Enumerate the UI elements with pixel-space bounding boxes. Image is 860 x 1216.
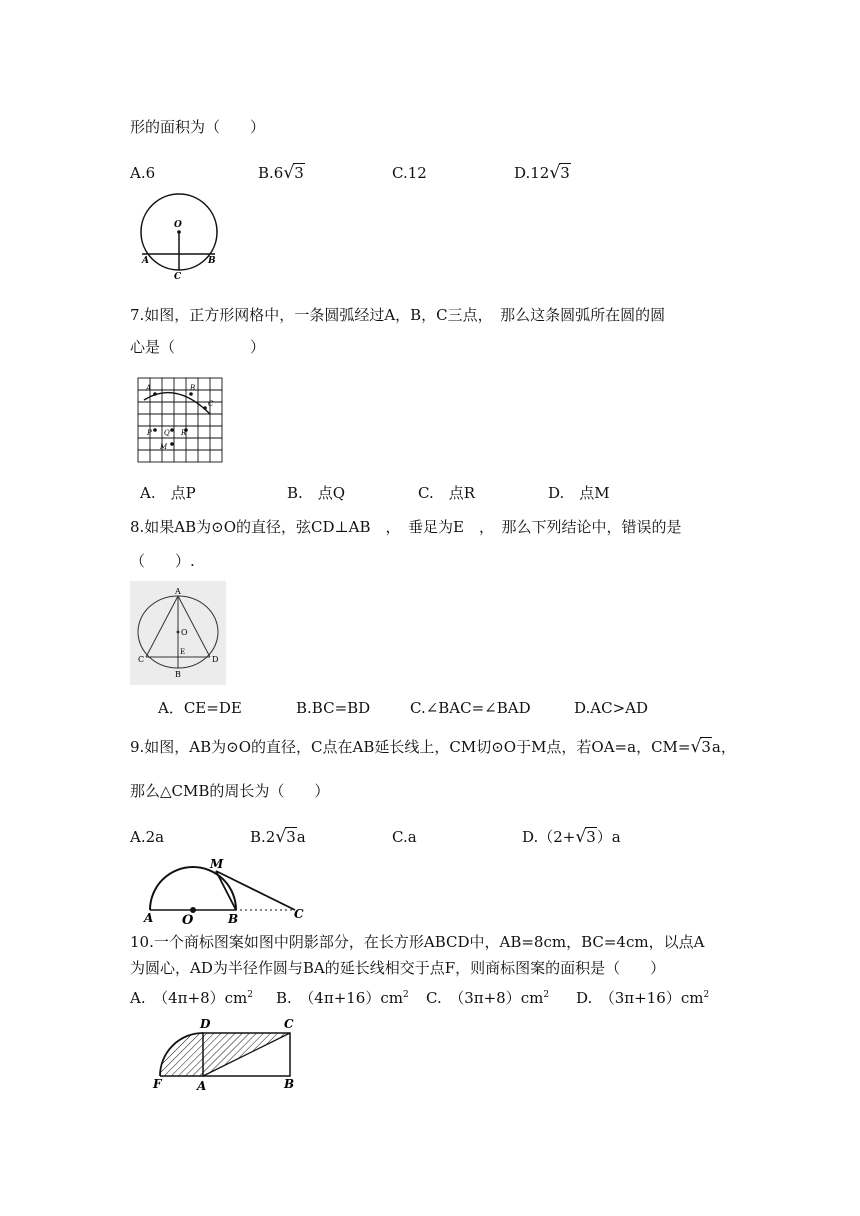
q9-label-a: A: [144, 911, 154, 925]
q10-option-d-exp: 2: [703, 990, 710, 1000]
q6-label-a: A: [142, 256, 149, 266]
q10-option-c[interactable]: [426, 985, 549, 1008]
q9-d-radicand: 3: [586, 828, 596, 846]
q6-option-a[interactable]: A.6: [130, 164, 156, 182]
q9-option-b-prefix: B.2: [250, 828, 276, 846]
q9-option-c[interactable]: C.a: [392, 828, 417, 846]
q6-label-b: B: [208, 256, 216, 266]
q6-option-b[interactable]: [258, 163, 305, 183]
q10-option-a-exp: 2: [247, 990, 253, 1000]
q10-stem-line2: 为圆心，AD为半径作圆与BA的延长线相交于点F，则商标图案的面积是（ ）: [130, 959, 666, 977]
q8-label-d: D: [212, 655, 219, 664]
q10-option-d-text: D. （3π+16）cm: [576, 989, 704, 1007]
q8-label-c: C: [138, 655, 145, 664]
q7-stem-line2: 心是（ ）: [130, 338, 266, 356]
sqrt-symbol: √3: [575, 827, 596, 847]
q7-option-a[interactable]: A. 点P: [140, 484, 196, 502]
q7-label-b: B: [190, 384, 196, 392]
q8-label-o: O: [181, 628, 188, 637]
q8-option-c[interactable]: C.∠BAC=∠BAD: [410, 699, 531, 717]
q10-option-b[interactable]: [276, 985, 409, 1008]
q7-label-m: M: [160, 443, 168, 451]
q9-stem-line2: 那么△CMB的周长为（ ）: [130, 782, 330, 800]
q9-stem-radicand: 3: [701, 738, 711, 756]
q10-option-b-exp: 2: [402, 990, 409, 1000]
q10-trademark-figure: [150, 1012, 310, 1094]
q10-option-d[interactable]: [576, 985, 709, 1008]
q6-label-c: C: [174, 272, 182, 282]
q10-label-d: D: [200, 1017, 211, 1031]
q9-option-b-suffix: a: [296, 828, 306, 846]
q9-label-m: M: [210, 857, 224, 871]
q6-circle-figure: [138, 193, 228, 283]
q10-label-a: A: [197, 1079, 207, 1093]
q8-ellipse-figure: [130, 581, 226, 685]
q10-option-b-text: B. （4π+16）cm: [276, 989, 403, 1007]
q7-option-d[interactable]: D. 点M: [548, 484, 610, 502]
q6-label-o: O: [174, 220, 182, 230]
q6-b-radicand: 3: [294, 164, 304, 182]
q9-stem-line1: [130, 737, 736, 757]
q10-option-a[interactable]: [130, 985, 253, 1008]
q10-label-f: F: [153, 1077, 162, 1091]
q8-label-b: B: [175, 670, 181, 679]
q9-stem-post: a，: [711, 738, 736, 756]
q8-option-d[interactable]: D.AC>AD: [574, 699, 648, 717]
q10-label-b: B: [284, 1077, 295, 1091]
q8-option-a[interactable]: A．CE=DE: [158, 699, 242, 717]
q9-b-radicand: 3: [286, 828, 296, 846]
q9-option-d-suffix: ）a: [596, 828, 621, 846]
q8-stem-line1: 8.如果AB为⊙O的直径，弦CD⊥AB ， 垂足为E ， 那么下列结论中，错误的是: [130, 518, 682, 536]
q10-option-c-text: C. （3π+8）cm: [426, 989, 544, 1007]
q6-option-b-prefix: B.6: [258, 164, 284, 182]
q10-label-c: C: [284, 1017, 294, 1031]
q10-option-c-exp: 2: [543, 990, 550, 1000]
sqrt-symbol: √3: [283, 163, 304, 183]
q7-grid-figure: [138, 378, 228, 464]
q7-option-b[interactable]: B. 点Q: [287, 484, 346, 502]
q9-label-c: C: [294, 907, 304, 921]
sqrt-symbol: √3: [275, 827, 296, 847]
q7-label-q: Q: [164, 429, 170, 437]
q9-option-d-prefix: D.（2+: [522, 828, 576, 846]
q8-label-a: A: [175, 587, 181, 596]
q9-stem-pre: 9.如图，AB为⊙O的直径，C点在AB延长线上，CM切⊙O于M点，若OA=a，CM=: [130, 738, 691, 756]
q10-stem-line1: 10.一个商标图案如图中阴影部分，在长方形ABCD中，AB=8cm，BC=4cm，以点A: [130, 933, 705, 951]
q6-stem-tail: 形的面积为（ ）: [130, 118, 266, 136]
sqrt-symbol: √3: [549, 163, 570, 183]
q10-option-a-text: A. （4π+8）cm: [130, 989, 248, 1007]
q8-option-b[interactable]: B.BC=BD: [296, 699, 371, 717]
q7-label-c: C: [208, 400, 214, 408]
q9-semicircle-figure: [140, 852, 310, 928]
q7-label-p: P: [147, 429, 152, 437]
q9-option-a[interactable]: A.2a: [130, 828, 165, 846]
q9-label-o: O: [182, 913, 194, 928]
q7-option-c[interactable]: C. 点R: [418, 484, 476, 502]
q7-stem-line1: 7.如图，正方形网格中，一条圆弧经过A，B，C三点， 那么这条圆弧所在圆的圆: [130, 306, 666, 324]
q6-option-c[interactable]: C.12: [392, 164, 427, 182]
q6-d-radicand: 3: [560, 164, 570, 182]
q6-option-d[interactable]: [514, 163, 571, 183]
q6-option-d-prefix: D.12: [514, 164, 550, 182]
q7-label-r: R: [181, 429, 187, 437]
q9-option-d[interactable]: [522, 827, 621, 847]
q8-label-e: E: [180, 648, 186, 656]
q7-label-a: A: [146, 384, 152, 392]
sqrt-symbol: √3: [690, 737, 711, 757]
q8-stem-line2: （ ）.: [130, 552, 195, 570]
q9-label-b: B: [228, 912, 239, 926]
q9-option-b[interactable]: [250, 827, 306, 847]
